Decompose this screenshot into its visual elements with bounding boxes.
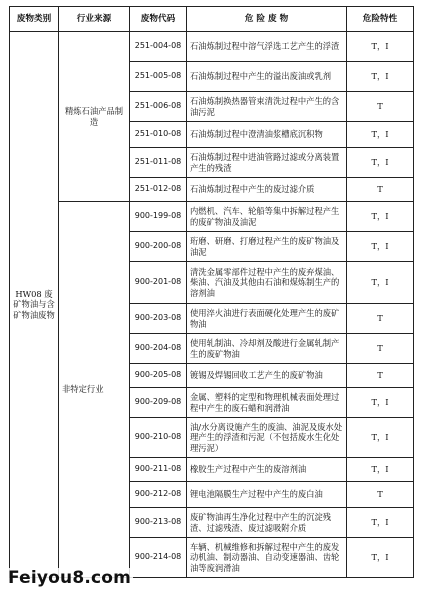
waste-description: 车辆、机械维修和拆解过程中产生的废发动机油、制动器油、自动变速器油、齿轮油等废润滑油 [187, 538, 347, 578]
waste-description: 珩磨、研磨、打磨过程产生的废矿物油及油泥 [187, 232, 347, 262]
header-source: 行业来源 [59, 7, 130, 32]
waste-description: 金属、塑料的定型和物理机械表面处理过程中产生的废石蜡和润滑油 [187, 388, 347, 418]
source-nonspecific-cell: 非特定行业 [59, 202, 130, 578]
waste-category-cell: HW08 废矿物油与含矿物油废物 [10, 32, 59, 578]
hazard-characteristic: T，I [347, 232, 414, 262]
header-waste: 危 险 废 物 [187, 7, 347, 32]
hazardous-waste-table [9, 6, 414, 578]
waste-code: 251-012-08 [130, 178, 187, 202]
table-row [10, 32, 414, 62]
waste-code: 251-005-08 [130, 62, 187, 92]
waste-description: 石油炼制过程中进油管路过滤或分离装置产生的残渣 [187, 148, 347, 178]
hazard-characteristic: T，I [347, 32, 414, 62]
hazard-characteristic: T [347, 334, 414, 364]
waste-code: 900-212-08 [130, 482, 187, 508]
header-code: 废物代码 [130, 7, 187, 32]
hazard-characteristic: T，I [347, 148, 414, 178]
waste-description: 内燃机、汽车、轮船等集中拆解过程产生的废矿物油及油泥 [187, 202, 347, 232]
waste-description: 废矿物油再生净化过程中产生的沉淀残渣、过滤残渣、废过滤吸附介质 [187, 508, 347, 538]
hazard-characteristic: T [347, 92, 414, 122]
waste-description: 使用淬火油进行表面硬化处理产生的废矿物油 [187, 304, 347, 334]
hazard-characteristic: T，I [347, 202, 414, 232]
waste-description: 油/水分离设施产生的废油、油泥及废水处理产生的浮渣和污泥（不包括废水生化处理污泥） [187, 418, 347, 458]
waste-description: 锂电池隔膜生产过程中产生的废白油 [187, 482, 347, 508]
waste-description: 石油炼制换热器管束清洗过程中产生的含油污泥 [187, 92, 347, 122]
waste-code: 251-011-08 [130, 148, 187, 178]
waste-code: 251-004-08 [130, 32, 187, 62]
waste-description: 橡胶生产过程中产生的废溶剂油 [187, 458, 347, 482]
waste-code: 900-209-08 [130, 388, 187, 418]
table-header-row [10, 7, 414, 32]
waste-code: 900-210-08 [130, 418, 187, 458]
hazard-characteristic: T [347, 364, 414, 388]
source-refining-cell: 精炼石油产品制造 [59, 32, 130, 202]
hazard-characteristic: T，I [347, 388, 414, 418]
waste-code: 900-201-08 [130, 262, 187, 304]
hazard-characteristic: T，I [347, 508, 414, 538]
waste-description: 使用轧制油、冷却剂及酸进行金属轧制产生的废矿物油 [187, 334, 347, 364]
waste-code: 900-204-08 [130, 334, 187, 364]
waste-description: 石油炼制过程中溶气浮选工艺产生的浮渣 [187, 32, 347, 62]
waste-description: 石油炼制过程中澄清油浆槽底沉积物 [187, 122, 347, 148]
waste-code: 900-203-08 [130, 304, 187, 334]
site-watermark: Feiyou8.com [8, 568, 132, 588]
hazard-characteristic: T，I [347, 418, 414, 458]
waste-description: 清洗金属零部件过程中产生的废弃煤油、柴油、汽油及其他由石油和煤炼制生产的溶剂油 [187, 262, 347, 304]
hazard-characteristic: T [347, 304, 414, 334]
header-hazard: 危险特性 [347, 7, 414, 32]
waste-code: 251-010-08 [130, 122, 187, 148]
waste-description: 石油炼制过程中产生的废过滤介质 [187, 178, 347, 202]
hazard-characteristic: T，I [347, 538, 414, 578]
waste-code: 900-199-08 [130, 202, 187, 232]
waste-code: 900-213-08 [130, 508, 187, 538]
hazard-characteristic: T [347, 482, 414, 508]
waste-code: 900-211-08 [130, 458, 187, 482]
table-row [10, 202, 414, 232]
waste-code: 900-200-08 [130, 232, 187, 262]
hazard-characteristic: T，I [347, 262, 414, 304]
waste-code: 900-214-08 [130, 538, 187, 578]
waste-description: 石油炼制过程中产生的溢出废油或乳剂 [187, 62, 347, 92]
waste-code: 251-006-08 [130, 92, 187, 122]
hazard-characteristic: T，I [347, 62, 414, 92]
waste-description: 镀锡及焊锡回收工艺产生的废矿物油 [187, 364, 347, 388]
header-category: 废物类别 [10, 7, 59, 32]
hazard-characteristic: T，I [347, 458, 414, 482]
hazard-characteristic: T，I [347, 122, 414, 148]
waste-code: 900-205-08 [130, 364, 187, 388]
hazard-characteristic: T [347, 178, 414, 202]
